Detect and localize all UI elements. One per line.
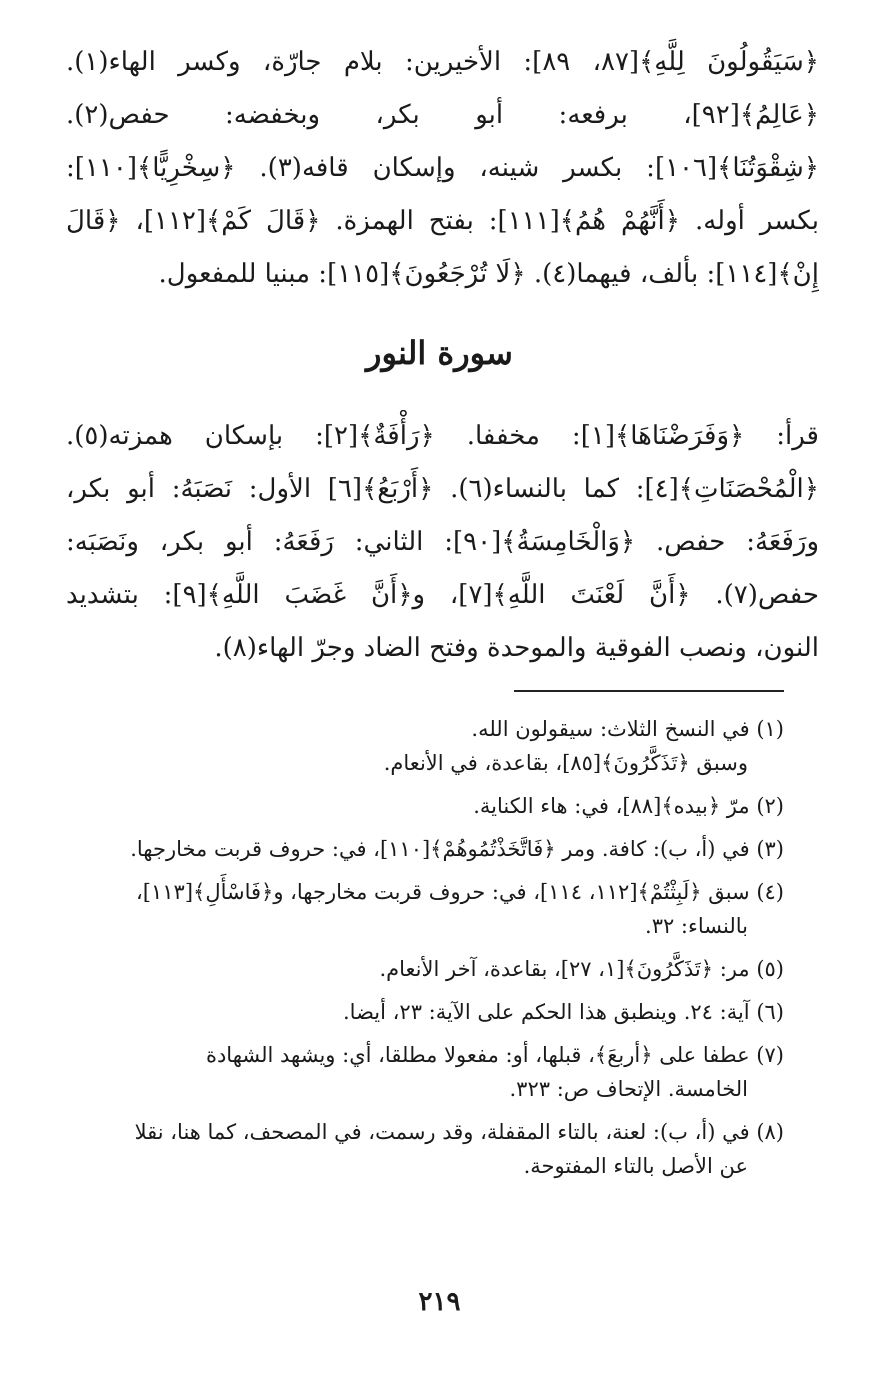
footnote-text: (٣) في (أ، ب): كافة. ومر ﴿فَاتَّخَذْتُمُوهُمْ﴾[١١٠]، في: حروف قربت مخارجها. xyxy=(130,837,784,861)
surah-title: سورة النور xyxy=(366,334,513,372)
footnote-divider xyxy=(514,690,784,692)
footnotes xyxy=(66,712,784,1192)
footnote-continuation: عن الأصل بالتاء المفتوحة. xyxy=(523,1154,748,1178)
text-line: إِنْ﴾[١١٤]: بألف، فيهما(٤). ﴿لَا تُرْجَعُونَ﴾[١١٥]: مبنيا للمفعول. xyxy=(158,259,819,289)
page-number: ٢١٩ xyxy=(418,1287,461,1317)
footnote-text: (٦) آية: ٢٤. وينطبق هذا الحكم على الآية: ٢٣، أيضا. xyxy=(343,1000,784,1024)
text-line: قرأ: ﴿وَفَرَضْنَاهَا﴾[١]: مخففا. ﴿رَأْفَةٌ﴾[٢]: بإسكان همزته(٥). xyxy=(66,421,819,451)
text-line: ﴿الْمُحْصَنَاتِ﴾[٤]: كما بالنساء(٦). ﴿أَرْبَعُ﴾[٦] الأول: نَصَبَهُ: أبو بكر، xyxy=(66,474,819,504)
text-line: ﴿سَيَقُولُونَ لِلَّهِ﴾[٨٧، ٨٩]: الأخيرين: بلام جارّة، وكسر الهاء(١). xyxy=(66,47,819,77)
text-line: حفص(٧). ﴿أَنَّ لَعْنَتَ اللَّهِ﴾[٧]، و﴿أَنَّ غَضَبَ اللَّهِ﴾[٩]: بتشديد xyxy=(66,580,819,610)
text-line: ﴿شِقْوَتُنَا﴾[١٠٦]: بكسر شينه، وإسكان قافه(٣). ﴿سِخْرِيًّا﴾[١١٠]: xyxy=(66,153,819,183)
text-line: بكسر أوله. ﴿أَنَّهُمْ هُمُ﴾[١١١]: بفتح الهمزة. ﴿قَالَ كَمْ﴾[١١٢]، ﴿قَالَ xyxy=(66,206,819,236)
footnote-continuation: الخامسة. الإتحاف ص: ٣٢٣. xyxy=(509,1077,748,1101)
footnote-4 xyxy=(66,875,784,943)
footnote-text: (٧) عطفا على ﴿أربعَ﴾، قبلها، أو: مفعولا مطلقا، أي: ويشهد الشهادة xyxy=(205,1043,784,1067)
footnote-3 xyxy=(66,832,784,866)
footnote-text: (٤) سبق ﴿لَبِثْتُمْ﴾[١١٢، ١١٤]، في: حروف قربت مخارجها، و﴿فَاسْأَلِ﴾[١١٣]، xyxy=(136,880,784,904)
footnote-1 xyxy=(66,712,784,780)
footnote-continuation: بالنساء: ٣٢. xyxy=(645,914,748,938)
top-paragraph xyxy=(66,36,819,301)
footnote-8 xyxy=(66,1115,784,1183)
text-line: ﴿عَالِمُ﴾[٩٢]، برفعه: أبو بكر، وبخفضه: حفص(٢). xyxy=(66,100,819,130)
footnote-text: (٢) مرّ ﴿بيده﴾[٨٨]، في: هاء الكناية. xyxy=(473,794,784,818)
footnote-text: (١) في النسخ الثلاث: سيقولون الله. xyxy=(471,717,784,741)
text-line: النون، ونصب الفوقية والموحدة وفتح الضاد وجرّ الهاء(٨). xyxy=(214,633,819,663)
footnote-text: (٨) في (أ، ب): لعنة، بالتاء المقفلة، وقد رسمت، في المصحف، كما هنا، نقلا xyxy=(134,1120,784,1144)
footnote-text: (٥) مر: ﴿تَذَكَّرُونَ﴾[١، ٢٧]، بقاعدة، آخر الأنعام. xyxy=(379,957,784,981)
nur-paragraph xyxy=(66,410,819,675)
footnote-7 xyxy=(66,1038,784,1106)
text-line: ورَفَعَهُ: حفص. ﴿وَالْخَامِسَةُ﴾[٩٠]: الثاني: رَفَعَهُ: أبو بكر، ونَصَبَه: xyxy=(66,527,819,557)
footnote-2 xyxy=(66,789,784,823)
footnote-5 xyxy=(66,952,784,986)
footnote-6 xyxy=(66,995,784,1029)
footnote-continuation: وسبق ﴿تَذَكَّرُونَ﴾[٨٥]، بقاعدة، في الأنعام. xyxy=(383,751,748,775)
